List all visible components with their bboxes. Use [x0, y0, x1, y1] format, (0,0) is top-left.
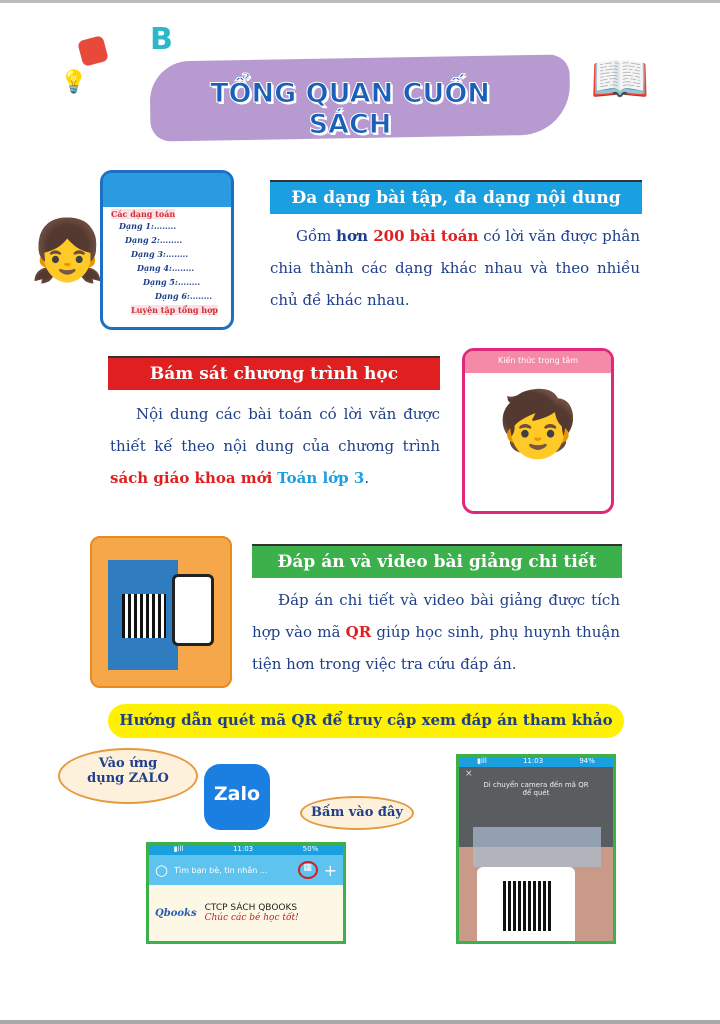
- lightbulb-icon: 💡: [60, 70, 88, 95]
- close-icon[interactable]: ×: [465, 769, 473, 779]
- chat-name[interactable]: CTCP SÁCH QBOOKS: [204, 903, 298, 913]
- section2-paragraph: Nội dung các bài toán có lời văn được thiết kế theo nội dung của chương trình sách giáo khoa mới Toán lớp 3.: [110, 405, 440, 487]
- qr-scanner-phone-screen: ▮ill 11:03 94% × Di chuyển camera đến mã QR để quét: [456, 754, 616, 944]
- zalo-app-icon[interactable]: Zalo: [204, 764, 270, 830]
- notebook-illustration: [100, 170, 234, 330]
- notebook-illustration-2: [462, 348, 614, 514]
- chat-message: Chúc các bé học tốt!: [204, 913, 299, 923]
- notebook-item: Dạng 1:........: [119, 221, 177, 231]
- search-input[interactable]: Tìm bạn bè, tin nhắn ...: [174, 865, 268, 875]
- girl-illustration: 👧: [30, 216, 105, 286]
- section3-paragraph: Đáp án chi tiết và video bài giảng được tích hợp vào mã QR giúp học sinh, phụ huynh thuận tiện hơn trong việc tra cứu đáp án.: [252, 591, 620, 673]
- qr-scan-illustration: [90, 536, 232, 688]
- qbooks-logo: Qbooks: [155, 907, 197, 919]
- qr-code-icon: [122, 594, 166, 638]
- notebook-item: Dạng 2:........: [125, 235, 183, 245]
- page-title: TỔNG QUAN CUỐN SÁCH: [210, 78, 490, 140]
- speech-bubble-zalo: Vào ứng dụng ZALO: [58, 748, 198, 804]
- notebook-item: Dạng 3:........: [131, 249, 189, 259]
- letter-a-decoration: [77, 35, 109, 67]
- notebook-title: Các dạng toán: [111, 209, 176, 219]
- speech-bubble-tap-here: Bấm vào đây: [300, 796, 414, 830]
- section1-heading: Đa dạng bài tập, đa dạng nội dung: [270, 180, 642, 214]
- kids-reading-illustration: 📖: [590, 51, 650, 107]
- notebook-item: Dạng 4:........: [137, 263, 195, 273]
- scanner-instruction: Di chuyển camera đến mã QR để quét: [483, 781, 589, 797]
- zalo-phone-screen: ▮ill 11:03 50% ○ Tìm bạn bè, tin nhắn ... ▦ + Qbooks CTCP SÁCH QBOOKS Chúc các bé học tốt!: [146, 842, 346, 944]
- notebook-footer: Luyện tập tổng hợp: [131, 305, 219, 315]
- notebook-item: Dạng 6:........: [155, 291, 213, 301]
- section2-heading: Bám sát chương trình học: [108, 356, 440, 390]
- section3-heading: Đáp án và video bài giảng chi tiết: [252, 544, 622, 578]
- qr-scan-button[interactable]: ▦: [298, 861, 318, 879]
- guide-heading: Hướng dẫn quét mã QR để truy cập xem đáp án tham khảo: [108, 704, 624, 738]
- boy-illustration: 🧒: [498, 388, 578, 462]
- letter-b-decoration: B: [150, 22, 173, 57]
- add-icon[interactable]: +: [323, 860, 337, 880]
- qr-code-icon: [503, 881, 551, 931]
- top-border: [0, 0, 720, 3]
- section1-paragraph: Gồm hơn 200 bài toán có lời văn được phân chia thành các dạng khác nhau và theo nhiều chủ đề khác nhau.: [270, 227, 640, 309]
- search-icon[interactable]: ○: [155, 861, 169, 879]
- notebook-title: Kiến thức trọng tâm: [465, 351, 611, 373]
- bottom-border: [0, 1020, 720, 1024]
- notebook-item: Dạng 5:........: [143, 277, 201, 287]
